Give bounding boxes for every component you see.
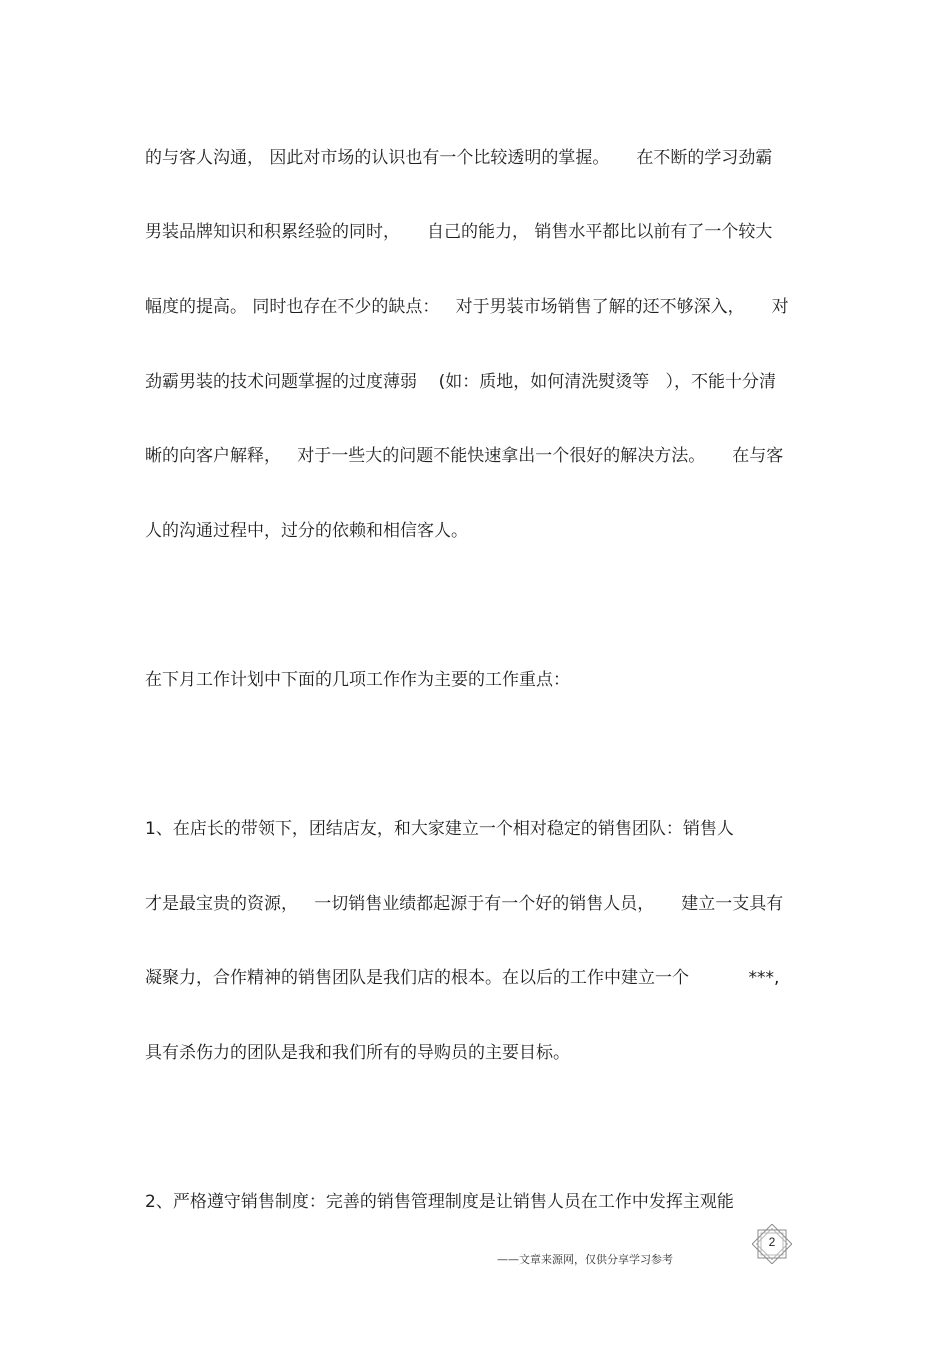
- list-item-1-line: 1、在店长的带领下，团结店友，和大家建立一个相对稳定的销售团队：销售人: [145, 819, 734, 839]
- page-number-badge: [752, 1224, 792, 1264]
- list-item-1-line: 具有杀伤力的团队是我和我们所有的导购员的主要目标。: [145, 1043, 570, 1063]
- paragraph-line: 人的沟通过程中，过分的依赖和相信客人。: [145, 521, 468, 541]
- page-number: 2: [768, 1235, 776, 1249]
- list-item-1-line: 凝聚力，合作精神的销售团队是我们店的根本。在以后的工作中建立一个 ***,: [145, 968, 780, 988]
- list-item-1-line: 才是最宝贵的资源， 一切销售业绩都起源于有一个好的销售人员， 建立一支具有: [145, 894, 784, 914]
- paragraph-line: 的与客人沟通， 因此对市场的认识也有一个比较透明的掌握。 在不断的学习劲霸: [145, 148, 773, 168]
- paragraph-line: 男装品牌知识和积累经验的同时， 自己的能力， 销售水平都比以前有了一个较大: [145, 222, 773, 242]
- paragraph-line: 劲霸男装的技术问题掌握的过度薄弱 (如：质地，如何清洗熨烫等 ），不能十分清: [145, 372, 776, 392]
- paragraph-line: 幅度的提高。 同时也存在不少的缺点： 对于男装市场销售了解的还不够深入， 对: [145, 297, 789, 317]
- paragraph-line: 晰的向客户解释， 对于一些大的问题不能快速拿出一个很好的解决方法。 在与客: [145, 446, 784, 466]
- section-heading: 在下月工作计划中下面的几项工作作为主要的工作重点：: [145, 670, 570, 690]
- footer-source-note: ——文章来源网，仅供分享学习参考: [497, 1253, 673, 1266]
- list-item-2-line: 2、严格遵守销售制度：完善的销售管理制度是让销售人员在工作中发挥主观能: [145, 1192, 734, 1212]
